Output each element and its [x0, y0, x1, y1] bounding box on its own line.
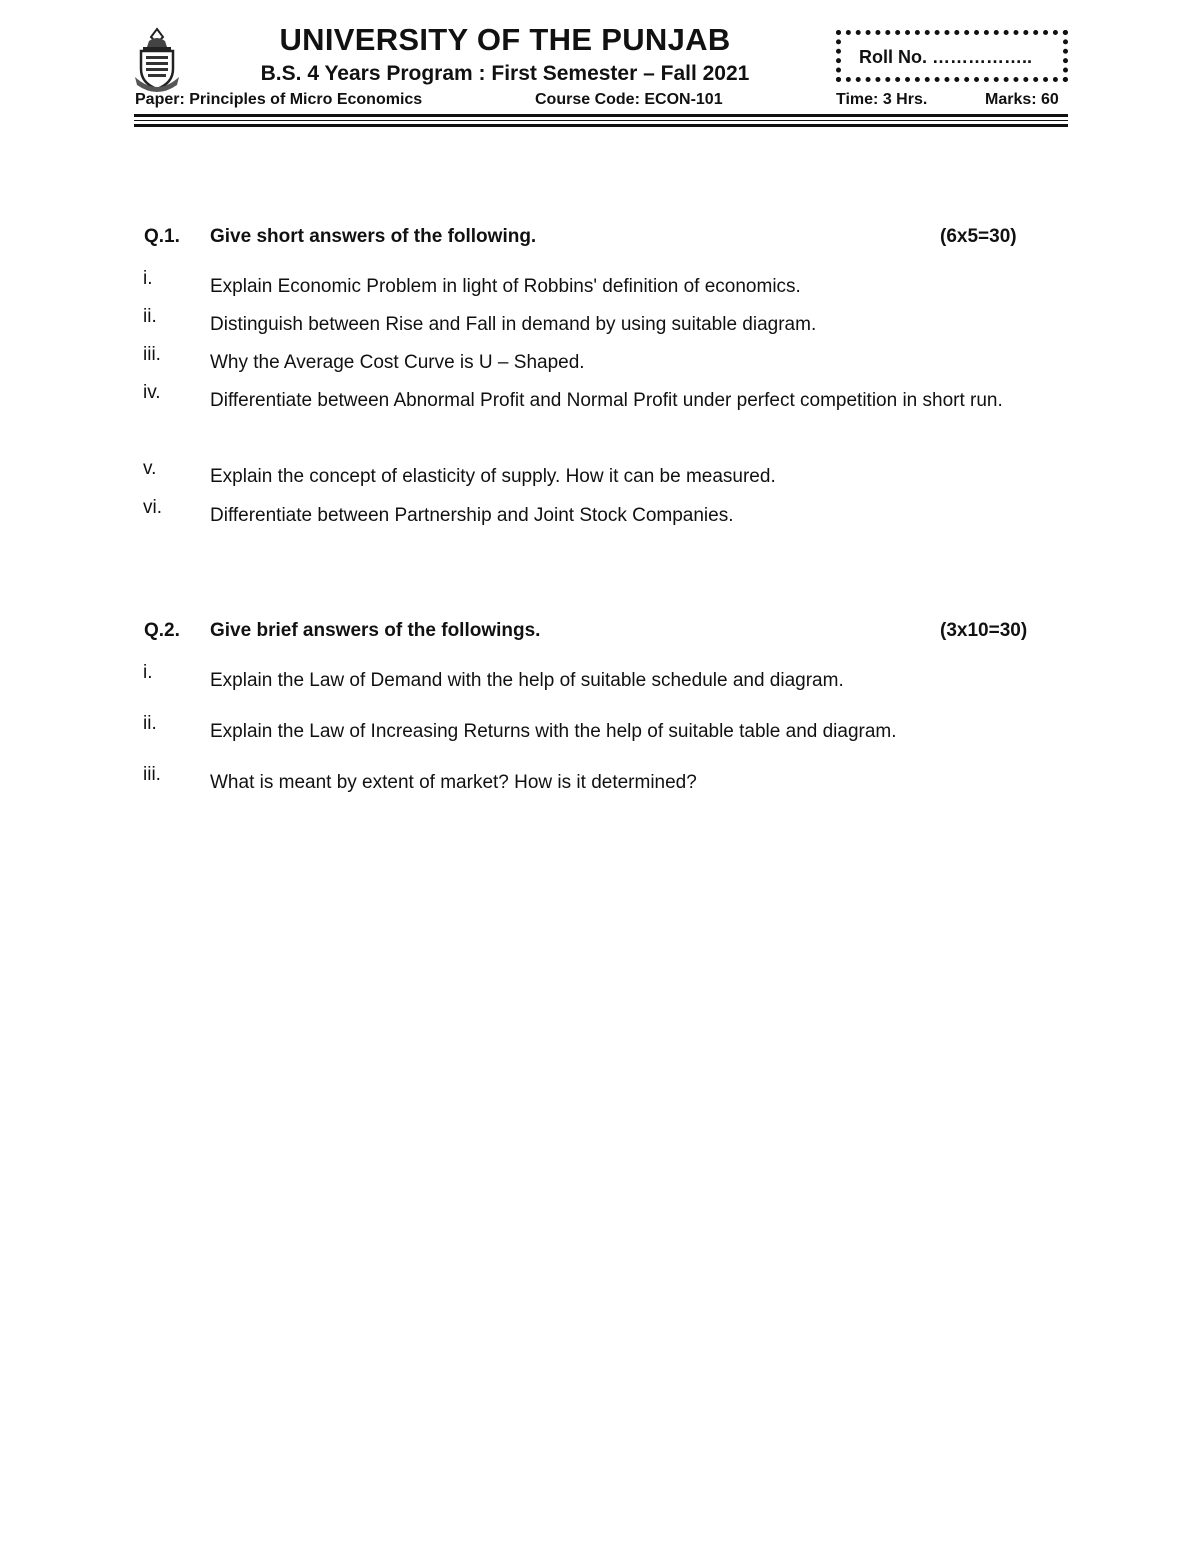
item-text: Explain the concept of elasticity of supply. How it can be measured.: [210, 466, 776, 487]
item-text: Differentiate between Abnormal Profit and Normal Profit under perfect competition in short run.: [210, 390, 1003, 411]
item-number: iii.: [143, 764, 161, 785]
roll-number-label: Roll No. ……………..: [859, 47, 1032, 67]
question-marks: (3x10=30): [940, 620, 1028, 641]
item-number: iii.: [143, 344, 161, 365]
header-rule-middle: [134, 120, 1068, 121]
item-number: v.: [143, 458, 157, 479]
item-number: i.: [143, 662, 153, 683]
program-subtitle: B.S. 4 Years Program : First Semester – Fall 2021: [260, 62, 750, 85]
question-number: Q.1.: [144, 226, 180, 247]
roll-number-box: [836, 30, 1068, 82]
item-number: i.: [143, 268, 153, 289]
total-marks: Marks: 60: [985, 91, 1059, 108]
item-number: vi.: [143, 497, 162, 518]
paper-name: Paper: Principles of Micro Economics: [135, 91, 423, 108]
item-number: iv.: [143, 382, 161, 403]
course-code: Course Code: ECON-101: [535, 91, 723, 108]
item-number: ii.: [143, 306, 157, 327]
item-text: Explain the Law of Demand with the help of suitable schedule and diagram.: [210, 670, 844, 691]
header-rule-bottom: [134, 124, 1068, 127]
header-rule-top: [134, 114, 1068, 117]
question-title: Give brief answers of the followings.: [210, 620, 541, 641]
university-title: UNIVERSITY OF THE PUNJAB: [279, 22, 731, 57]
question-title: Give short answers of the following.: [210, 226, 537, 247]
university-crest-icon: [133, 27, 181, 93]
item-number: ii.: [143, 713, 157, 734]
item-text: Explain Economic Problem in light of Robbins' definition of economics.: [210, 276, 801, 297]
item-text: Explain the Law of Increasing Returns with the help of suitable table and diagram.: [210, 721, 897, 742]
item-text: What is meant by extent of market? How is it determined?: [210, 772, 697, 793]
item-text: Differentiate between Partnership and Joint Stock Companies.: [210, 505, 734, 526]
question-number: Q.2.: [144, 620, 180, 641]
item-text: Why the Average Cost Curve is U – Shaped.: [210, 352, 585, 373]
item-text: Distinguish between Rise and Fall in demand by using suitable diagram.: [210, 314, 817, 335]
exam-time: Time: 3 Hrs.: [836, 91, 928, 108]
question-marks: (6x5=30): [940, 226, 1017, 247]
